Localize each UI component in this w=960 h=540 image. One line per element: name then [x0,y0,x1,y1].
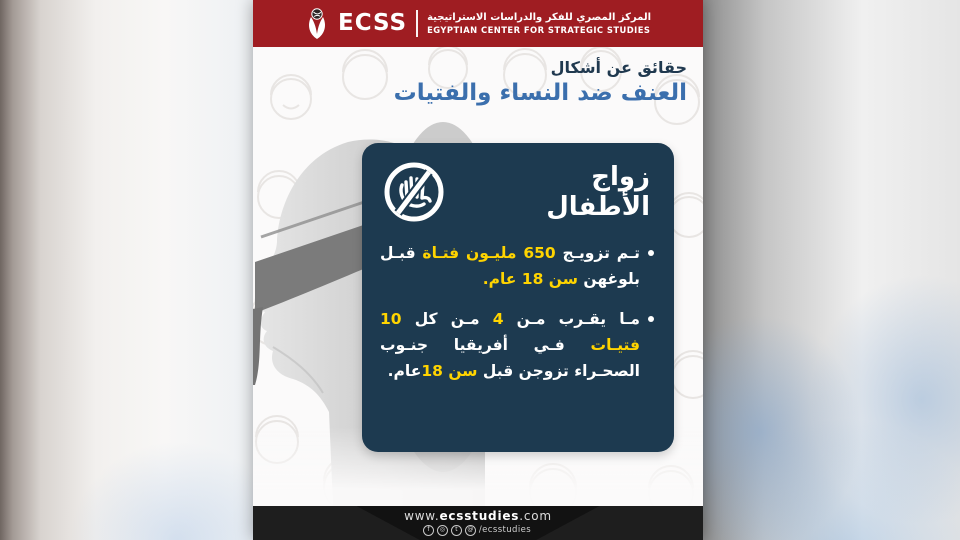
org-name-english: EGYPTIAN CENTER FOR STRATEGIC STUDIES [427,24,651,35]
poster-heading [394,58,687,106]
fact-segment: 650 مليـون فتـاة [415,244,556,262]
twitter-icon: t [451,525,462,536]
facebook-icon: f [423,525,434,536]
org-names [427,12,651,35]
website-name: ecsstudies [439,508,520,523]
fact-segment: 4 [492,309,504,328]
fact-segment: مـن كل [401,309,493,328]
infographic-poster [253,0,703,540]
logo-divider [416,10,418,37]
right-blur-panel [703,0,960,540]
fact-list [362,228,674,385]
fact-segment: قبـل بلوغهن [380,244,640,289]
fact-card-title: زواج الأطفال [546,162,650,222]
social-row [423,525,533,536]
org-banner [253,0,703,47]
bullet-dot [648,316,654,322]
instagram-icon: ◎ [437,525,448,536]
poster-footer [253,506,703,540]
page-title: العنف ضد النساء والفتيات [393,80,687,106]
fact-bullet-2 [380,306,654,385]
fact-segment: مـا يقـرب مـن [503,309,640,328]
fact-segment: تـم تزويـج [555,244,640,262]
fact-text [380,240,640,293]
bullet-dot [648,250,654,256]
ecss-lotus-globe-icon [305,8,329,40]
fact-segment: عام. [387,362,422,381]
website-prefix: www. [404,508,440,523]
no-child-hand-prohibition-icon [382,160,446,224]
social-handle: /ecsstudies [478,524,532,535]
heading-kicker: حقائق عن أشكال [550,58,687,77]
website-url [404,510,552,523]
org-name-arabic: المركز المصري للفكر والدراسات الاستراتيجية [427,12,652,23]
fact-segment: فـي أفريقيا جنـوب الصحـراء تزوجن قبل [380,336,640,381]
fact-card-header [362,143,674,228]
left-blur-panel [0,0,253,540]
fact-segment: سن 18 [421,362,478,381]
fact-segment: سن 18 عام. [482,270,578,289]
at-sign-icon: @ [465,525,476,536]
website-suffix: .com [519,508,552,523]
fact-bullet-1 [380,240,654,293]
fact-card [362,143,674,452]
ecss-wordmark: ECSS [337,10,408,36]
fact-segment: 10 فتيـات [380,309,640,355]
fact-text [380,306,640,385]
